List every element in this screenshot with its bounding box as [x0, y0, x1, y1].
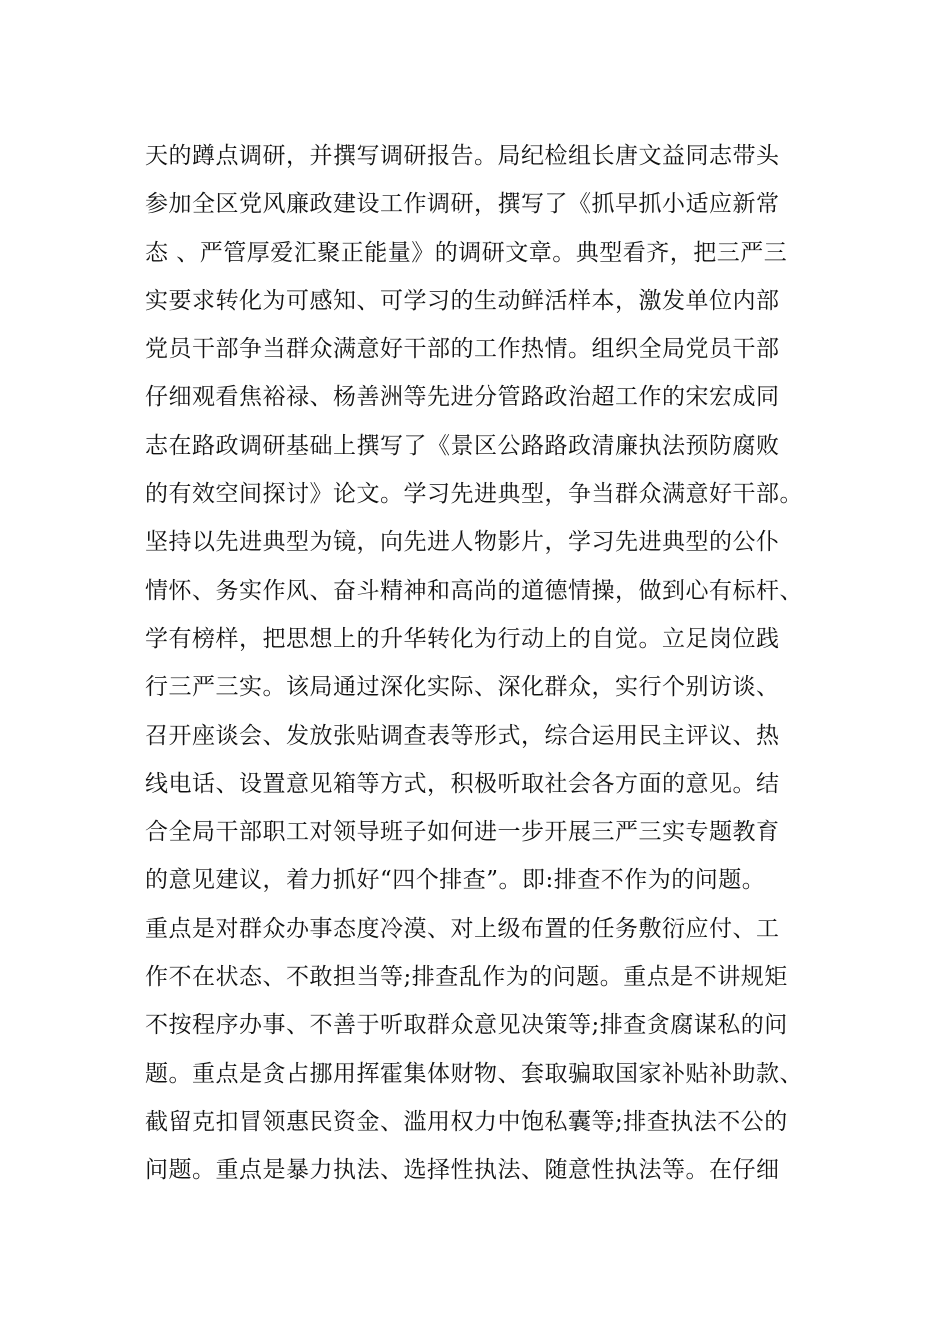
text-line: 行三严三实。该局通过深化实际、深化群众，实行个别访谈、	[145, 674, 780, 701]
text-line: 作不在状态、不敢担当等;排查乱作为的问题。重点是不讲规矩	[145, 964, 788, 991]
text-line: 天的蹲点调研，并撰写调研报告。局纪检组长唐文益同志带头	[145, 143, 780, 169]
text-line: 题。重点是贪占挪用挥霍集体财物、套取骗取国家补贴补助款、	[145, 1060, 803, 1087]
text-line: 不按程序办事、不善于听取群众意见决策等;排查贪腐谋私的问	[145, 1012, 788, 1039]
text-line: 截留克扣冒领惠民资金、滥用权力中饱私囊等;排查执法不公的	[145, 1108, 788, 1135]
text-line: 线电话、设置意见箱等方式，积极听取社会各方面的意见。结	[145, 770, 780, 797]
text-line: 召开座谈会、发放张贴调查表等形式，综合运用民主评议、热	[145, 722, 780, 749]
text-line: 志在路政调研基础上撰写了《景区公路路政清廉执法预防腐败	[145, 432, 780, 459]
text-line: 重点是对群众办事态度冷漠、对上级布置的任务敷衍应付、工	[145, 915, 780, 942]
text-line: 情怀、务实作风、奋斗精神和高尚的道德情操，做到心有标杆、	[145, 577, 803, 604]
text-line: 坚持以先进典型为镜，向先进人物影片，学习先进典型的公仆	[145, 529, 780, 556]
text-line: 的意见建议，着力抓好“四个排查”。即:排查不作为的问题。	[145, 867, 766, 894]
text-line: 合全局干部职工对领导班子如何进一步开展三严三实专题教育	[145, 819, 780, 846]
text-line: 仔细观看焦裕禄、杨善洲等先进分管路政治超工作的宋宏成同	[145, 384, 780, 411]
text-line: 参加全区党风廉政建设工作调研，撰写了《抓早抓小适应新常	[145, 191, 780, 218]
text-line: 态 、严管厚爱汇聚正能量》的调研文章。典型看齐，把三严三	[145, 239, 788, 266]
document-body-text	[145, 136, 825, 1199]
text-line: 的有效空间探讨》论文。学习先进典型，争当群众满意好干部。	[145, 481, 803, 508]
text-line: 学有榜样，把思想上的升华转化为行动上的自觉。立足岗位践	[145, 625, 780, 652]
text-line: 党员干部争当群众满意好干部的工作热情。组织全局党员干部	[145, 336, 780, 363]
text-line: 问题。重点是暴力执法、选择性执法、随意性执法等。在仔细	[145, 1157, 780, 1184]
text-line: 实要求转化为可感知、可学习的生动鲜活样本，激发单位内部	[145, 287, 780, 314]
